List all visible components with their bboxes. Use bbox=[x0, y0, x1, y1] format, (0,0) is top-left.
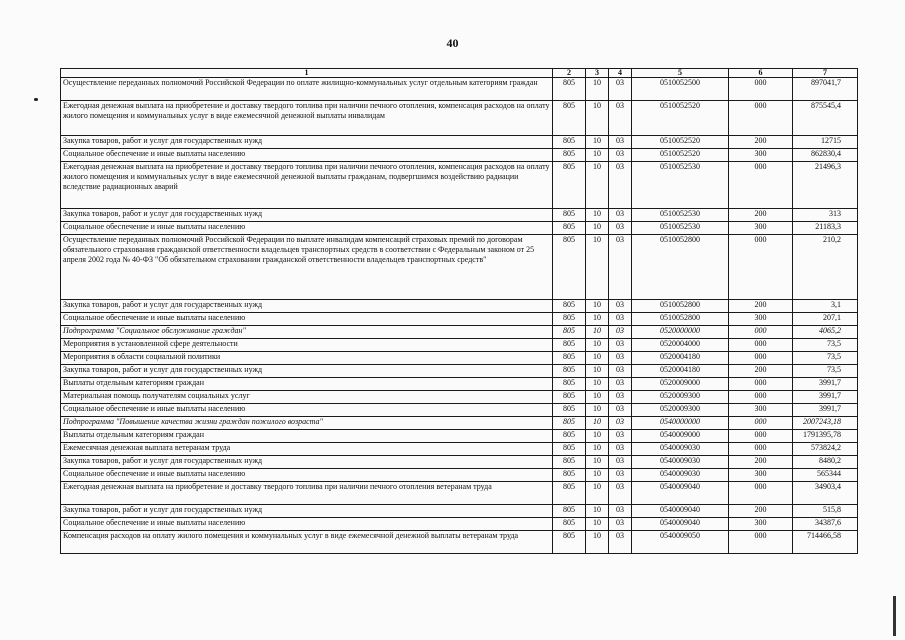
row-subsection-cell: 03 bbox=[609, 531, 632, 554]
row-target-article-cell: 0510052520 bbox=[632, 136, 729, 149]
row-expense-type-cell: 000 bbox=[729, 391, 793, 404]
row-amount-cell: 3991,7 bbox=[793, 391, 858, 404]
table-row bbox=[61, 518, 858, 531]
row-section-cell: 805 bbox=[553, 162, 586, 209]
row-expense-type-cell: 000 bbox=[729, 482, 793, 505]
table-row bbox=[61, 482, 858, 505]
row-chapter-cell: 10 bbox=[586, 482, 609, 505]
row-amount-cell: 875545,4 bbox=[793, 101, 858, 136]
row-expense-type-cell: 000 bbox=[729, 101, 793, 136]
row-expense-type-cell: 300 bbox=[729, 469, 793, 482]
table-row bbox=[61, 300, 858, 313]
row-target-article-cell: 0520000000 bbox=[632, 326, 729, 339]
row-expense-type-cell: 000 bbox=[729, 339, 793, 352]
row-section-cell: 805 bbox=[553, 136, 586, 149]
row-amount-cell: 8480,2 bbox=[793, 456, 858, 469]
row-section-cell: 805 bbox=[553, 300, 586, 313]
table-row bbox=[61, 313, 858, 326]
row-chapter-cell: 10 bbox=[586, 430, 609, 443]
row-chapter-cell: 10 bbox=[586, 162, 609, 209]
row-chapter-cell: 10 bbox=[586, 101, 609, 136]
row-chapter-cell: 10 bbox=[586, 136, 609, 149]
row-section-cell: 805 bbox=[553, 456, 586, 469]
row-name-cell: Выплаты отдельным категориям граждан bbox=[61, 378, 553, 391]
row-expense-type-cell: 200 bbox=[729, 505, 793, 518]
row-subsection-cell: 03 bbox=[609, 235, 632, 300]
row-section-cell: 805 bbox=[553, 149, 586, 162]
row-name-cell: Ежегодная денежная выплата на приобретение и доставку твердого топлива при наличии печного отопления, компенсация расходов на оплату жилого помещения и коммунальных услуг в виде ежемесячной денежной выплаты гражданам, подвергшимся воздействию радиации вследствие радиационных аварий bbox=[61, 162, 553, 209]
row-subsection-cell: 03 bbox=[609, 456, 632, 469]
row-name-cell: Осуществление переданных полномочий Российской Федерации по оплате жилищно-коммунальных услуг отдельным категориям граждан bbox=[61, 78, 553, 101]
row-expense-type-cell: 300 bbox=[729, 313, 793, 326]
row-target-article-cell: 0520009000 bbox=[632, 378, 729, 391]
row-chapter-cell: 10 bbox=[586, 531, 609, 554]
row-amount-cell: 2007243,18 bbox=[793, 417, 858, 430]
row-chapter-cell: 10 bbox=[586, 505, 609, 518]
table-row bbox=[61, 162, 858, 209]
row-chapter-cell: 10 bbox=[586, 326, 609, 339]
row-section-cell: 805 bbox=[553, 235, 586, 300]
row-target-article-cell: 0520004000 bbox=[632, 339, 729, 352]
row-name-cell: Социальное обеспечение и иные выплаты населению bbox=[61, 518, 553, 531]
row-target-article-cell: 0520009300 bbox=[632, 404, 729, 417]
row-name-cell: Социальное обеспечение и иные выплаты населению bbox=[61, 222, 553, 235]
row-section-cell: 805 bbox=[553, 326, 586, 339]
row-target-article-cell: 0510052800 bbox=[632, 300, 729, 313]
row-amount-cell: 21183,3 bbox=[793, 222, 858, 235]
row-chapter-cell: 10 bbox=[586, 365, 609, 378]
table-row bbox=[61, 326, 858, 339]
row-amount-cell: 3,1 bbox=[793, 300, 858, 313]
row-chapter-cell: 10 bbox=[586, 352, 609, 365]
table-row bbox=[61, 430, 858, 443]
row-chapter-cell: 10 bbox=[586, 235, 609, 300]
header-row bbox=[61, 69, 858, 78]
table-row bbox=[61, 136, 858, 149]
row-subsection-cell: 03 bbox=[609, 469, 632, 482]
row-subsection-cell: 03 bbox=[609, 518, 632, 531]
table-row bbox=[61, 505, 858, 518]
row-amount-cell: 573824,2 bbox=[793, 443, 858, 456]
row-subsection-cell: 03 bbox=[609, 430, 632, 443]
table-row bbox=[61, 222, 858, 235]
row-name-cell: Мероприятия в установленной сфере деятельности bbox=[61, 339, 553, 352]
row-amount-cell: 565344 bbox=[793, 469, 858, 482]
row-subsection-cell: 03 bbox=[609, 404, 632, 417]
row-target-article-cell: 0540009030 bbox=[632, 456, 729, 469]
row-amount-cell: 1791395,78 bbox=[793, 430, 858, 443]
row-subsection-cell: 03 bbox=[609, 101, 632, 136]
row-subsection-cell: 03 bbox=[609, 443, 632, 456]
row-expense-type-cell: 000 bbox=[729, 443, 793, 456]
row-section-cell: 805 bbox=[553, 469, 586, 482]
table-row bbox=[61, 352, 858, 365]
row-name-cell: Компенсация расходов на оплату жилого помещения и коммунальных услуг в виде ежемесячной денежной выплаты ветеранам труда bbox=[61, 531, 553, 554]
row-section-cell: 805 bbox=[553, 339, 586, 352]
row-expense-type-cell: 000 bbox=[729, 430, 793, 443]
row-subsection-cell: 03 bbox=[609, 209, 632, 222]
budget-table bbox=[60, 68, 858, 554]
row-amount-cell: 862830,4 bbox=[793, 149, 858, 162]
row-target-article-cell: 0540009040 bbox=[632, 482, 729, 505]
row-expense-type-cell: 000 bbox=[729, 235, 793, 300]
row-subsection-cell: 03 bbox=[609, 326, 632, 339]
col-header-7: 7 bbox=[793, 69, 858, 78]
col-header-3: 3 bbox=[586, 69, 609, 78]
row-section-cell: 805 bbox=[553, 78, 586, 101]
row-target-article-cell: 0540000000 bbox=[632, 417, 729, 430]
col-header-5: 5 bbox=[632, 69, 729, 78]
row-target-article-cell: 0540009040 bbox=[632, 518, 729, 531]
row-section-cell: 805 bbox=[553, 222, 586, 235]
row-name-cell: Социальное обеспечение и иные выплаты населению bbox=[61, 313, 553, 326]
row-chapter-cell: 10 bbox=[586, 391, 609, 404]
row-expense-type-cell: 000 bbox=[729, 326, 793, 339]
row-amount-cell: 3991,7 bbox=[793, 378, 858, 391]
row-expense-type-cell: 000 bbox=[729, 162, 793, 209]
col-header-2: 2 bbox=[553, 69, 586, 78]
row-target-article-cell: 0510052530 bbox=[632, 222, 729, 235]
table-row bbox=[61, 417, 858, 430]
row-chapter-cell: 10 bbox=[586, 149, 609, 162]
table-row bbox=[61, 456, 858, 469]
table-row bbox=[61, 339, 858, 352]
row-target-article-cell: 0510052520 bbox=[632, 149, 729, 162]
row-name-cell: Закупка товаров, работ и услуг для государственных нужд bbox=[61, 365, 553, 378]
row-chapter-cell: 10 bbox=[586, 313, 609, 326]
row-chapter-cell: 10 bbox=[586, 404, 609, 417]
row-expense-type-cell: 000 bbox=[729, 531, 793, 554]
row-name-cell: Закупка товаров, работ и услуг для государственных нужд bbox=[61, 300, 553, 313]
row-name-cell: Подпрограмма "Социальное обслуживание граждан" bbox=[61, 326, 553, 339]
table-row bbox=[61, 531, 858, 554]
row-target-article-cell: 0540009050 bbox=[632, 531, 729, 554]
row-section-cell: 805 bbox=[553, 378, 586, 391]
row-expense-type-cell: 300 bbox=[729, 404, 793, 417]
row-section-cell: 805 bbox=[553, 404, 586, 417]
row-amount-cell: 897041,7 bbox=[793, 78, 858, 101]
row-section-cell: 805 bbox=[553, 313, 586, 326]
row-target-article-cell: 0510052530 bbox=[632, 209, 729, 222]
row-subsection-cell: 03 bbox=[609, 391, 632, 404]
row-section-cell: 805 bbox=[553, 482, 586, 505]
row-target-article-cell: 0510052520 bbox=[632, 101, 729, 136]
table-row bbox=[61, 149, 858, 162]
table-body bbox=[61, 78, 858, 554]
row-name-cell: Осуществление переданных полномочий Российской Федерации по выплате инвалидам компенсаций страховых премий по договорам обязательного страхования гражданской ответственности владельцев транспортных средств в соответствии с Федеральным законом от 25 апреля 2002 года № 40-ФЗ "Об обязательном страховании гражданской ответственности владельцев транспортных средств" bbox=[61, 235, 553, 300]
row-target-article-cell: 0520004180 bbox=[632, 365, 729, 378]
row-amount-cell: 4065,2 bbox=[793, 326, 858, 339]
table-row bbox=[61, 365, 858, 378]
row-chapter-cell: 10 bbox=[586, 518, 609, 531]
row-name-cell: Социальное обеспечение и иные выплаты населению bbox=[61, 469, 553, 482]
row-expense-type-cell: 300 bbox=[729, 518, 793, 531]
row-name-cell: Закупка товаров, работ и услуг для государственных нужд bbox=[61, 505, 553, 518]
row-target-article-cell: 0510052500 bbox=[632, 78, 729, 101]
row-target-article-cell: 0540009040 bbox=[632, 505, 729, 518]
table-row bbox=[61, 391, 858, 404]
row-amount-cell: 515,8 bbox=[793, 505, 858, 518]
row-name-cell: Закупка товаров, работ и услуг для государственных нужд bbox=[61, 209, 553, 222]
row-chapter-cell: 10 bbox=[586, 300, 609, 313]
row-section-cell: 805 bbox=[553, 209, 586, 222]
margin-mark bbox=[34, 98, 38, 101]
row-name-cell: Социальное обеспечение и иные выплаты населению bbox=[61, 149, 553, 162]
row-section-cell: 805 bbox=[553, 430, 586, 443]
row-chapter-cell: 10 bbox=[586, 222, 609, 235]
row-subsection-cell: 03 bbox=[609, 417, 632, 430]
col-header-6: 6 bbox=[729, 69, 793, 78]
row-section-cell: 805 bbox=[553, 352, 586, 365]
row-section-cell: 805 bbox=[553, 531, 586, 554]
row-name-cell: Материальная помощь получателям социальных услуг bbox=[61, 391, 553, 404]
row-name-cell: Мероприятия в области социальной политики bbox=[61, 352, 553, 365]
row-subsection-cell: 03 bbox=[609, 505, 632, 518]
row-subsection-cell: 03 bbox=[609, 352, 632, 365]
row-target-article-cell: 0510052530 bbox=[632, 162, 729, 209]
row-target-article-cell: 0510052800 bbox=[632, 313, 729, 326]
row-amount-cell: 73,5 bbox=[793, 339, 858, 352]
row-expense-type-cell: 200 bbox=[729, 300, 793, 313]
row-expense-type-cell: 300 bbox=[729, 222, 793, 235]
row-subsection-cell: 03 bbox=[609, 136, 632, 149]
row-amount-cell: 313 bbox=[793, 209, 858, 222]
table-row bbox=[61, 404, 858, 417]
row-amount-cell: 34903,4 bbox=[793, 482, 858, 505]
row-subsection-cell: 03 bbox=[609, 313, 632, 326]
row-name-cell: Ежегодная денежная выплата на приобретение и доставку твердого топлива при наличии печного отопления, компенсация расходов на оплату жилого помещения и коммунальных услуг в виде ежемесячной денежной выплаты инвалидам bbox=[61, 101, 553, 136]
row-name-cell: Закупка товаров, работ и услуг для государственных нужд bbox=[61, 456, 553, 469]
row-subsection-cell: 03 bbox=[609, 300, 632, 313]
row-section-cell: 805 bbox=[553, 391, 586, 404]
row-amount-cell: 21496,3 bbox=[793, 162, 858, 209]
row-expense-type-cell: 300 bbox=[729, 149, 793, 162]
row-chapter-cell: 10 bbox=[586, 417, 609, 430]
row-section-cell: 805 bbox=[553, 365, 586, 378]
row-chapter-cell: 10 bbox=[586, 469, 609, 482]
row-name-cell: Выплаты отдельным категориям граждан bbox=[61, 430, 553, 443]
row-expense-type-cell: 000 bbox=[729, 378, 793, 391]
table-row bbox=[61, 78, 858, 101]
row-expense-type-cell: 200 bbox=[729, 365, 793, 378]
row-amount-cell: 3991,7 bbox=[793, 404, 858, 417]
row-expense-type-cell: 000 bbox=[729, 78, 793, 101]
row-chapter-cell: 10 bbox=[586, 443, 609, 456]
row-expense-type-cell: 200 bbox=[729, 456, 793, 469]
scan-edge-mark bbox=[893, 596, 896, 636]
table-row bbox=[61, 235, 858, 300]
row-amount-cell: 714466,58 bbox=[793, 531, 858, 554]
row-target-article-cell: 0510052800 bbox=[632, 235, 729, 300]
row-name-cell: Социальное обеспечение и иные выплаты населению bbox=[61, 404, 553, 417]
table-row bbox=[61, 469, 858, 482]
row-name-cell: Ежегодная денежная выплата на приобретение и доставку твердого топлива при наличии печного отопления ветеранам труда bbox=[61, 482, 553, 505]
table-row bbox=[61, 101, 858, 136]
row-target-article-cell: 0520009300 bbox=[632, 391, 729, 404]
col-header-1: 1 bbox=[61, 69, 553, 78]
row-section-cell: 805 bbox=[553, 505, 586, 518]
row-amount-cell: 73,5 bbox=[793, 352, 858, 365]
row-target-article-cell: 0540009030 bbox=[632, 469, 729, 482]
row-amount-cell: 73,5 bbox=[793, 365, 858, 378]
row-subsection-cell: 03 bbox=[609, 482, 632, 505]
row-section-cell: 805 bbox=[553, 101, 586, 136]
row-expense-type-cell: 000 bbox=[729, 417, 793, 430]
row-section-cell: 805 bbox=[553, 443, 586, 456]
row-name-cell: Закупка товаров, работ и услуг для государственных нужд bbox=[61, 136, 553, 149]
row-expense-type-cell: 000 bbox=[729, 352, 793, 365]
row-amount-cell: 210,2 bbox=[793, 235, 858, 300]
row-chapter-cell: 10 bbox=[586, 78, 609, 101]
row-target-article-cell: 0540009030 bbox=[632, 443, 729, 456]
row-subsection-cell: 03 bbox=[609, 222, 632, 235]
row-subsection-cell: 03 bbox=[609, 149, 632, 162]
col-header-4: 4 bbox=[609, 69, 632, 78]
row-subsection-cell: 03 bbox=[609, 162, 632, 209]
row-name-cell: Подпрограмма "Повышение качества жизни граждан пожилого возраста" bbox=[61, 417, 553, 430]
table-row bbox=[61, 378, 858, 391]
table-row bbox=[61, 443, 858, 456]
row-subsection-cell: 03 bbox=[609, 365, 632, 378]
row-chapter-cell: 10 bbox=[586, 378, 609, 391]
row-section-cell: 805 bbox=[553, 417, 586, 430]
row-chapter-cell: 10 bbox=[586, 209, 609, 222]
row-subsection-cell: 03 bbox=[609, 339, 632, 352]
row-expense-type-cell: 200 bbox=[729, 209, 793, 222]
row-subsection-cell: 03 bbox=[609, 78, 632, 101]
row-section-cell: 805 bbox=[553, 518, 586, 531]
row-target-article-cell: 0520004180 bbox=[632, 352, 729, 365]
row-amount-cell: 207,1 bbox=[793, 313, 858, 326]
row-amount-cell: 34387,6 bbox=[793, 518, 858, 531]
row-chapter-cell: 10 bbox=[586, 339, 609, 352]
row-subsection-cell: 03 bbox=[609, 378, 632, 391]
row-expense-type-cell: 200 bbox=[729, 136, 793, 149]
row-name-cell: Ежемесячная денежная выплата ветеранам труда bbox=[61, 443, 553, 456]
row-target-article-cell: 0540009000 bbox=[632, 430, 729, 443]
row-amount-cell: 12715 bbox=[793, 136, 858, 149]
page-number: 40 bbox=[446, 36, 459, 50]
row-chapter-cell: 10 bbox=[586, 456, 609, 469]
table-row bbox=[61, 209, 858, 222]
